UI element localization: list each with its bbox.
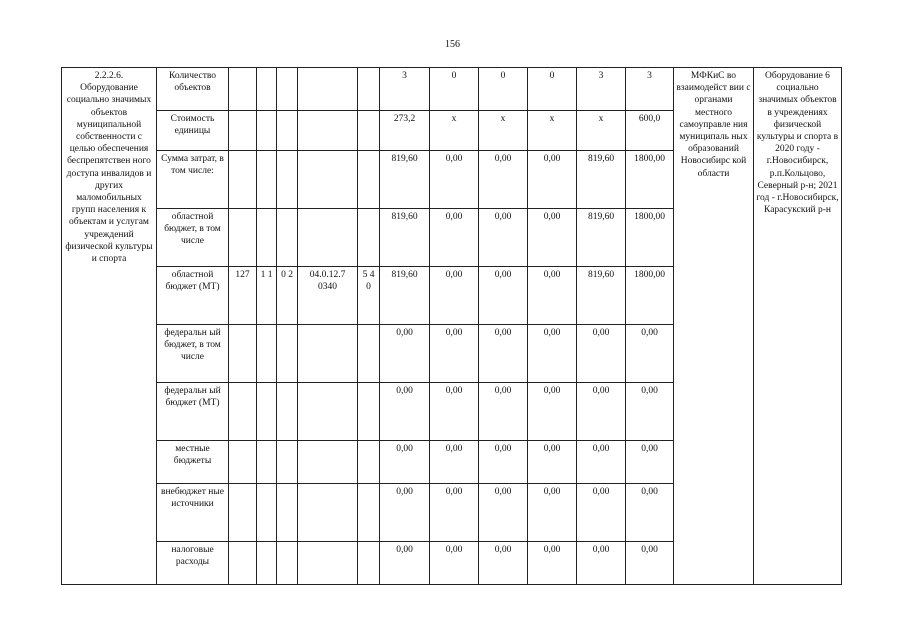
code-cell	[229, 383, 257, 441]
value-cell: 0,00	[479, 151, 528, 209]
page-number: 156	[445, 39, 460, 50]
value-cell: 819,60	[380, 209, 430, 267]
value-cell: 0,00	[528, 325, 577, 383]
value-cell: x	[528, 111, 577, 151]
code-cell	[229, 542, 257, 585]
code-cell	[298, 542, 358, 585]
code-cell	[229, 68, 257, 111]
value-cell: 0,00	[479, 542, 528, 585]
value-cell: 819,60	[577, 151, 626, 209]
result-cell: Оборудование 6 социально значимых объектов в учреждениях физической культуры и спорта в 2020 году - г.Новосибирск, р.п.Кольцово, Северный р-н; 2021 год - г.Новосибирск, Карасукский р-н	[754, 68, 842, 585]
value-cell: 0,00	[380, 383, 430, 441]
value-cell: 0,00	[479, 441, 528, 484]
value-cell: 0,00	[380, 325, 430, 383]
value-cell: 0,00	[626, 383, 674, 441]
value-cell: 0,00	[577, 441, 626, 484]
value-cell: 0,00	[479, 484, 528, 542]
code-cell	[229, 111, 257, 151]
value-cell: 273,2	[380, 111, 430, 151]
code-cell	[298, 441, 358, 484]
value-cell: 0,00	[528, 267, 577, 325]
code-cell	[358, 68, 380, 111]
code-cell	[277, 383, 298, 441]
value-cell: 0,00	[577, 542, 626, 585]
code-cell	[298, 484, 358, 542]
value-cell: 819,60	[577, 267, 626, 325]
value-cell: 0,00	[430, 209, 479, 267]
code-cell	[298, 151, 358, 209]
code-cell	[277, 68, 298, 111]
code-cell	[257, 111, 277, 151]
value-cell: 600,0	[626, 111, 674, 151]
value-cell: 819,60	[380, 151, 430, 209]
code-cell	[257, 484, 277, 542]
value-cell: 0,00	[479, 383, 528, 441]
value-cell: 0,00	[380, 484, 430, 542]
value-cell: 0,00	[528, 209, 577, 267]
value-cell: 1800,00	[626, 151, 674, 209]
value-cell: 0,00	[479, 267, 528, 325]
code-cell	[358, 484, 380, 542]
code-cell	[358, 325, 380, 383]
code-cell	[298, 325, 358, 383]
code-cell	[277, 111, 298, 151]
code-cell	[257, 151, 277, 209]
code-cell	[257, 441, 277, 484]
code-cell	[358, 542, 380, 585]
table-row	[62, 68, 842, 111]
value-cell: 0,00	[430, 441, 479, 484]
row-label: налоговые расходы	[157, 542, 229, 585]
code-cell	[298, 111, 358, 151]
row-label: областной бюджет (МТ)	[157, 267, 229, 325]
table-body	[62, 68, 842, 585]
code-cell	[229, 209, 257, 267]
row-label: федеральн ый бюджет (МТ)	[157, 383, 229, 441]
code-cell: 04.0.12.7 0340	[298, 267, 358, 325]
value-cell: 0,00	[528, 383, 577, 441]
code-cell	[257, 542, 277, 585]
value-cell: 0,00	[577, 325, 626, 383]
value-cell: 0,00	[479, 325, 528, 383]
code-cell	[257, 325, 277, 383]
code-cell: 0 2	[277, 267, 298, 325]
row-label: Количество объектов	[157, 68, 229, 111]
value-cell: x	[430, 111, 479, 151]
item-title: Оборудование социально значимых объектов муниципальной собственности с целью обеспечения беспрепятствен ного доступа инвалидов и других маломобильных групп населения к объектам и услугам учреждений физической культуры и спорта	[65, 83, 153, 265]
value-cell: 0	[528, 68, 577, 111]
program-table	[61, 67, 842, 585]
item-cell	[62, 68, 157, 585]
row-label: федеральн ый бюджет, в том числе	[157, 325, 229, 383]
code-cell	[277, 325, 298, 383]
value-cell: x	[577, 111, 626, 151]
code-cell	[229, 484, 257, 542]
code-cell: 127	[229, 267, 257, 325]
value-cell: 819,60	[380, 267, 430, 325]
value-cell: 0,00	[430, 542, 479, 585]
value-cell: 0,00	[528, 151, 577, 209]
code-cell	[358, 441, 380, 484]
code-cell	[358, 209, 380, 267]
value-cell: 0,00	[577, 383, 626, 441]
value-cell: 819,60	[577, 209, 626, 267]
value-cell: 0,00	[479, 209, 528, 267]
value-cell: 0,00	[626, 325, 674, 383]
value-cell: x	[479, 111, 528, 151]
code-cell	[358, 111, 380, 151]
code-cell	[277, 151, 298, 209]
code-cell	[298, 209, 358, 267]
code-cell	[298, 383, 358, 441]
value-cell: 0,00	[626, 542, 674, 585]
value-cell: 0,00	[430, 383, 479, 441]
value-cell: 0,00	[528, 484, 577, 542]
code-cell: 1 1	[257, 267, 277, 325]
value-cell: 0,00	[430, 267, 479, 325]
value-cell: 0,00	[626, 484, 674, 542]
value-cell: 0,00	[626, 441, 674, 484]
value-cell: 3	[577, 68, 626, 111]
value-cell: 0,00	[430, 484, 479, 542]
value-cell: 1800,00	[626, 267, 674, 325]
row-label: местные бюджеты	[157, 441, 229, 484]
value-cell: 0	[479, 68, 528, 111]
code-cell	[277, 542, 298, 585]
code-cell	[229, 151, 257, 209]
row-label: внебюджет ные источники	[157, 484, 229, 542]
code-cell	[257, 68, 277, 111]
value-cell: 3	[380, 68, 430, 111]
code-cell	[358, 151, 380, 209]
code-cell	[229, 325, 257, 383]
code-cell: 5 4 0	[358, 267, 380, 325]
value-cell: 0,00	[430, 325, 479, 383]
value-cell: 3	[626, 68, 674, 111]
code-cell	[277, 484, 298, 542]
code-cell	[229, 441, 257, 484]
code-cell	[277, 441, 298, 484]
code-cell	[298, 68, 358, 111]
code-cell	[358, 383, 380, 441]
value-cell: 0,00	[380, 441, 430, 484]
code-cell	[277, 209, 298, 267]
value-cell: 0,00	[528, 441, 577, 484]
value-cell: 0,00	[430, 151, 479, 209]
value-cell: 0	[430, 68, 479, 111]
code-cell	[257, 209, 277, 267]
item-code: 2.2.2.6.	[94, 71, 124, 81]
value-cell: 1800,00	[626, 209, 674, 267]
row-label: Сумма затрат, в том числе:	[157, 151, 229, 209]
row-label: Стоимость единицы	[157, 111, 229, 151]
value-cell: 0,00	[577, 484, 626, 542]
value-cell: 0,00	[380, 542, 430, 585]
code-cell	[257, 383, 277, 441]
row-label: областной бюджет, в том числе	[157, 209, 229, 267]
executor-cell: МФКиС во взаимодейст вии с органами местного самоуправле ния муниципаль ных образований Новосибирс кой области	[674, 68, 754, 585]
value-cell: 0,00	[528, 542, 577, 585]
